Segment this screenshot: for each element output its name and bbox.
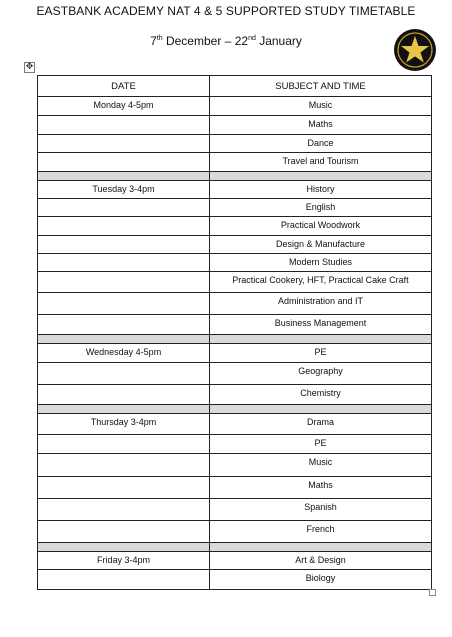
subject-cell: Spanish: [210, 499, 432, 521]
subject-cell: Biology: [210, 570, 432, 590]
date-cell: [38, 217, 210, 236]
end-month: January: [259, 34, 302, 48]
subject-cell: History: [210, 181, 432, 199]
table-row: [38, 217, 432, 236]
table-row: [38, 477, 432, 499]
date-cell: [38, 477, 210, 499]
subject-cell: French: [210, 521, 432, 543]
table-row: [38, 254, 432, 272]
subject-cell: Chemistry: [210, 385, 432, 405]
table-row: [38, 414, 432, 435]
start-month: December: [165, 34, 222, 48]
date-separator: –: [224, 34, 232, 48]
table-row: [38, 499, 432, 521]
subject-cell: Drama: [210, 414, 432, 435]
table-row: [38, 315, 432, 335]
date-cell: [38, 499, 210, 521]
table-row: [38, 454, 432, 477]
subject-cell: Music: [210, 454, 432, 477]
table-row: [38, 344, 432, 363]
subject-cell: PE: [210, 435, 432, 454]
date-cell: [38, 254, 210, 272]
separator-row: [38, 335, 432, 344]
table-row: [38, 293, 432, 315]
date-cell: [38, 153, 210, 172]
subject-cell: Travel and Tourism: [210, 153, 432, 172]
subject-cell: Business Management: [210, 315, 432, 335]
start-day-suffix: th: [156, 35, 163, 42]
subject-cell: Administration and IT: [210, 293, 432, 315]
subject-cell: Modern Studies: [210, 254, 432, 272]
subject-cell: Maths: [210, 477, 432, 499]
table-row: [38, 97, 432, 116]
subject-cell: PE: [210, 344, 432, 363]
date-cell: Monday 4-5pm: [38, 97, 210, 116]
date-cell: [38, 315, 210, 335]
table-row: [38, 181, 432, 199]
separator-row: [38, 405, 432, 414]
date-cell: [38, 521, 210, 543]
date-cell: [38, 135, 210, 153]
table-row: [38, 116, 432, 135]
start-day: 7: [150, 34, 157, 48]
date-cell: Friday 3-4pm: [38, 552, 210, 570]
subject-cell: Practical Cookery, HFT, Practical Cake Craft: [210, 272, 432, 293]
subject-cell: Geography: [210, 363, 432, 385]
date-cell: [38, 454, 210, 477]
date-cell: [38, 435, 210, 454]
subject-cell: Music: [210, 97, 432, 116]
timetable: [37, 75, 432, 590]
subject-cell: Practical Woodwork: [210, 217, 432, 236]
separator-row: [38, 172, 432, 181]
date-cell: Tuesday 3-4pm: [38, 181, 210, 199]
table-row: [38, 135, 432, 153]
subject-cell: Dance: [210, 135, 432, 153]
star-badge-logo: [393, 28, 437, 72]
table-row: [38, 363, 432, 385]
table-row: [38, 570, 432, 590]
table-move-icon[interactable]: ✥: [25, 62, 34, 72]
end-day-suffix: nd: [248, 35, 256, 42]
table-row: [38, 153, 432, 172]
date-range: [0, 34, 452, 48]
table-header-row: [38, 76, 432, 97]
table-row: [38, 272, 432, 293]
table-resize-handle[interactable]: [429, 589, 436, 596]
table-row: [38, 552, 432, 570]
page-title: EASTBANK ACADEMY NAT 4 & 5 SUPPORTED STUDY TIMETABLE: [36, 4, 416, 18]
end-day: 22: [234, 34, 249, 48]
subject-cell: Maths: [210, 116, 432, 135]
subject-cell: Design & Manufacture: [210, 236, 432, 254]
date-cell: [38, 272, 210, 293]
date-cell: [38, 570, 210, 590]
table-row: [38, 435, 432, 454]
date-cell: [38, 116, 210, 135]
date-cell: [38, 199, 210, 217]
column-header-date: DATE: [38, 76, 210, 97]
date-cell: Wednesday 4-5pm: [38, 344, 210, 363]
date-cell: [38, 363, 210, 385]
table-row: [38, 199, 432, 217]
table-row: [38, 236, 432, 254]
subject-cell: English: [210, 199, 432, 217]
date-cell: [38, 385, 210, 405]
table-row: [38, 521, 432, 543]
separator-row: [38, 543, 432, 552]
column-header-subject: SUBJECT AND TIME: [210, 76, 432, 97]
date-cell: [38, 236, 210, 254]
date-cell: [38, 293, 210, 315]
subject-cell: Art & Design: [210, 552, 432, 570]
table-row: [38, 385, 432, 405]
date-cell: Thursday 3-4pm: [38, 414, 210, 435]
